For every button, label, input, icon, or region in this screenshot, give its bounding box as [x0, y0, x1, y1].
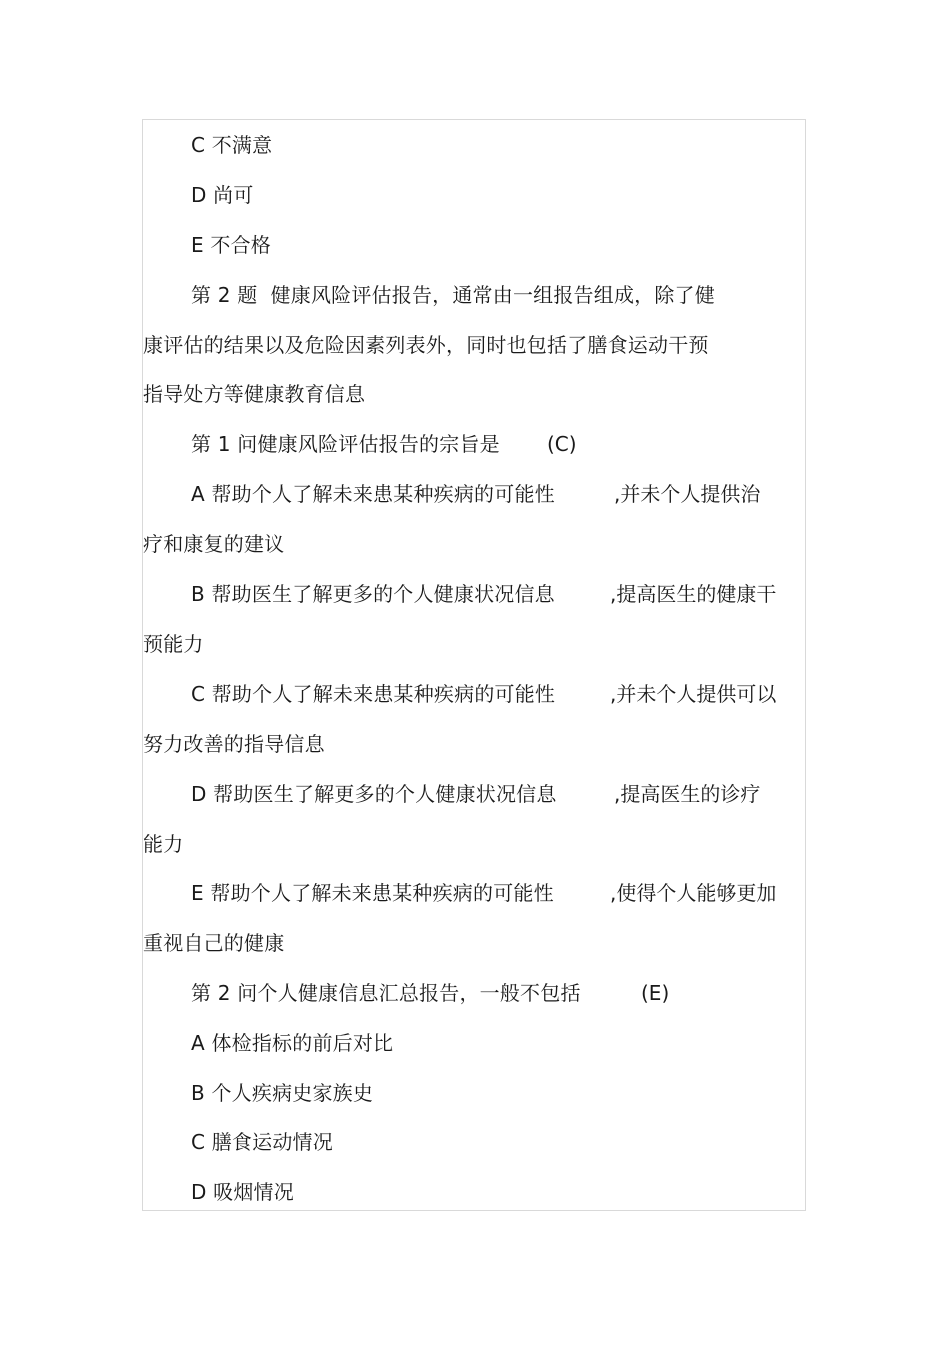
sub1-option-a-right: ,并未个人提供治 [614, 482, 761, 506]
sub1-answer: (C) [547, 432, 577, 456]
sub1-option-c: C 帮助个人了解未来患某种疾病的可能性 [191, 682, 556, 706]
sub1-option-d: D 帮助医生了解更多的个人健康状况信息 [191, 782, 557, 806]
sub2-prompt: 第 2 问个人健康信息汇总报告，一般不包括 [191, 981, 581, 1005]
question2-stem-line1: 第 2 题 健康风险评估报告，通常由一组报告组成，除了健 [191, 283, 715, 307]
sub2-option-d: D 吸烟情况 [191, 1180, 294, 1204]
option-c-prev: C 不满意 [191, 133, 273, 157]
question2-stem-line3: 指导处方等健康教育信息 [143, 382, 366, 406]
sub2-answer: (E) [641, 981, 670, 1005]
sub1-option-c-right: ,并未个人提供可以 [610, 682, 777, 706]
sub1-option-e: E 帮助个人了解未来患某种疾病的可能性 [191, 881, 554, 905]
sub2-option-a: A 体检指标的前后对比 [191, 1031, 394, 1055]
sub1-option-b: B 帮助医生了解更多的个人健康状况信息 [191, 582, 555, 606]
question2-stem-line2: 康评估的结果以及危险因素列表外，同时也包括了膳食运动干预 [143, 333, 709, 357]
sub1-option-b-right: ,提高医生的健康干 [610, 582, 777, 606]
sub1-option-a-cont: 疗和康复的建议 [143, 532, 285, 556]
sub1-option-a: A 帮助个人了解未来患某种疾病的可能性 [191, 482, 555, 506]
option-d-prev: D 尚可 [191, 183, 254, 207]
sub1-prompt: 第 1 问健康风险评估报告的宗旨是 [191, 432, 500, 456]
option-e-prev: E 不合格 [191, 233, 271, 257]
sub1-option-b-cont: 预能力 [143, 632, 204, 656]
sub2-option-b: B 个人疾病史家族史 [191, 1081, 374, 1105]
sub1-option-d-cont: 能力 [143, 832, 184, 856]
sub1-option-e-cont: 重视自己的健康 [143, 931, 285, 955]
sub1-option-d-right: ,提高医生的诊疗 [614, 782, 761, 806]
sub1-option-c-cont: 努力改善的指导信息 [143, 732, 325, 756]
sub2-option-c: C 膳食运动情况 [191, 1130, 333, 1154]
sub1-option-e-right: ,使得个人能够更加 [610, 881, 777, 905]
